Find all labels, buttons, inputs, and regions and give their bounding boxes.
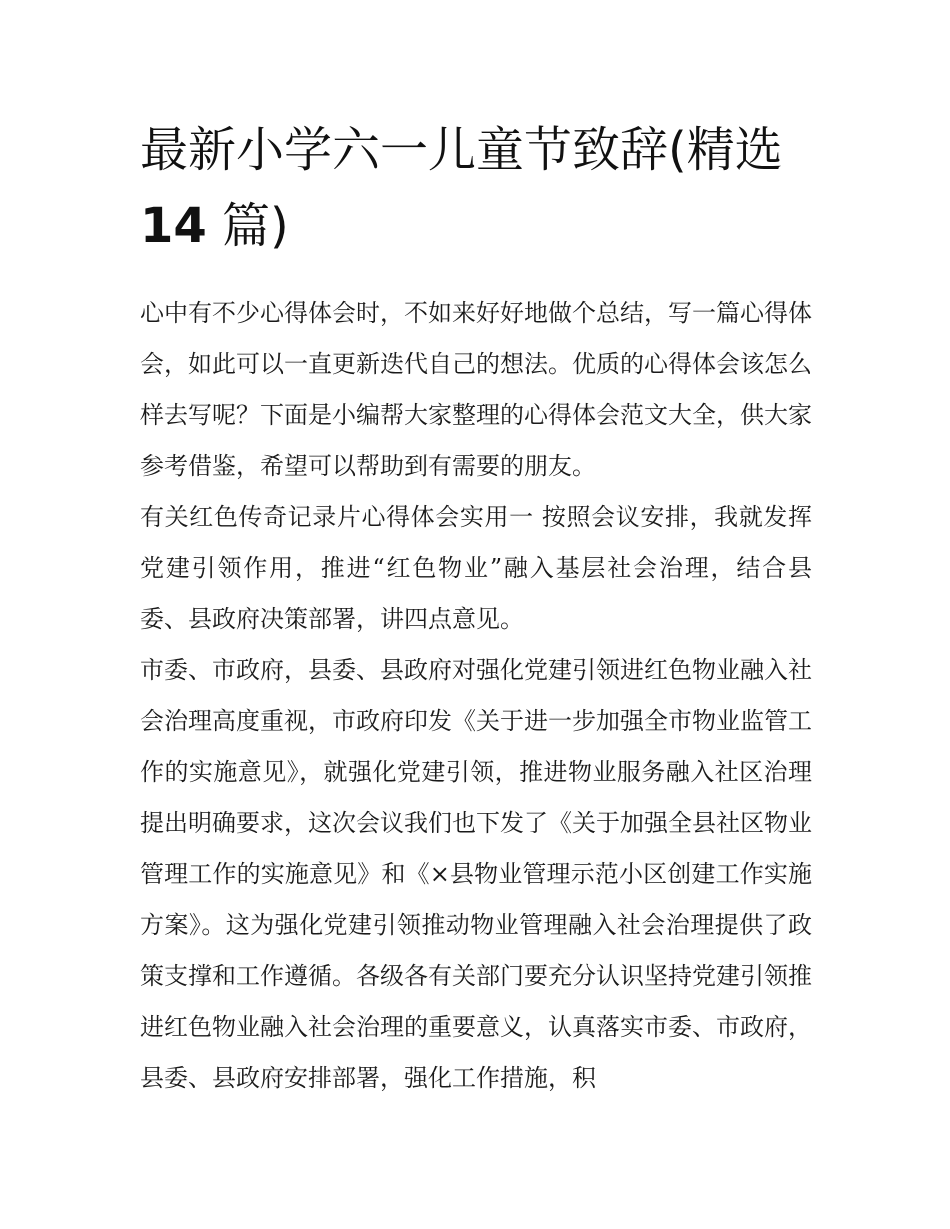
paragraph-red-legend: 有关红色传奇记录片心得体会实用一 按照会议安排，我就发挥党建引领作用，推进“红色物业”融入基层社会治理，结合县委、县政府决策部署，讲四点意见。 bbox=[140, 503, 812, 633]
title-line-2: 篇) bbox=[206, 198, 289, 254]
title-line-1: 最新小学六一儿童节致辞(精选 bbox=[140, 122, 783, 178]
title-number: 14 bbox=[140, 198, 207, 254]
paragraph-intro: 心中有不少心得体会时，不如来好好地做个总结，写一篇心得体会，如此可以一直更新迭代自己的想法。优质的心得体会该怎么样去写呢？下面是小编帮大家整理的心得体会范文大全，供大家参考借鉴，希望可以帮助到有需要的朋友。 bbox=[140, 299, 812, 480]
document-content bbox=[140, 112, 812, 1104]
document-body bbox=[140, 288, 812, 1104]
document-title bbox=[140, 112, 812, 264]
paragraph-policy: 市委、市政府，县委、县政府对强化党建引领进红色物业融入社会治理高度重视，市政府印发《关于进一步加强全市物业监管工作的实施意见》，就强化党建引领，推进物业服务融入社区治理提出明确要求，这次会议我们也下发了《关于加强全县社区物业管理工作的实施意见》和《×县物业管理示范小区创建工作实施方案》。这为强化党建引领推动物业管理融入社会治理提供了政策支撑和工作遵循。各级各有关部门要充分认识坚持党建引领推进红色物业融入社会治理的重要意义，认真落实市委、市政府，县委、县政府安排部署，强化工作措施，积 bbox=[140, 656, 812, 1092]
